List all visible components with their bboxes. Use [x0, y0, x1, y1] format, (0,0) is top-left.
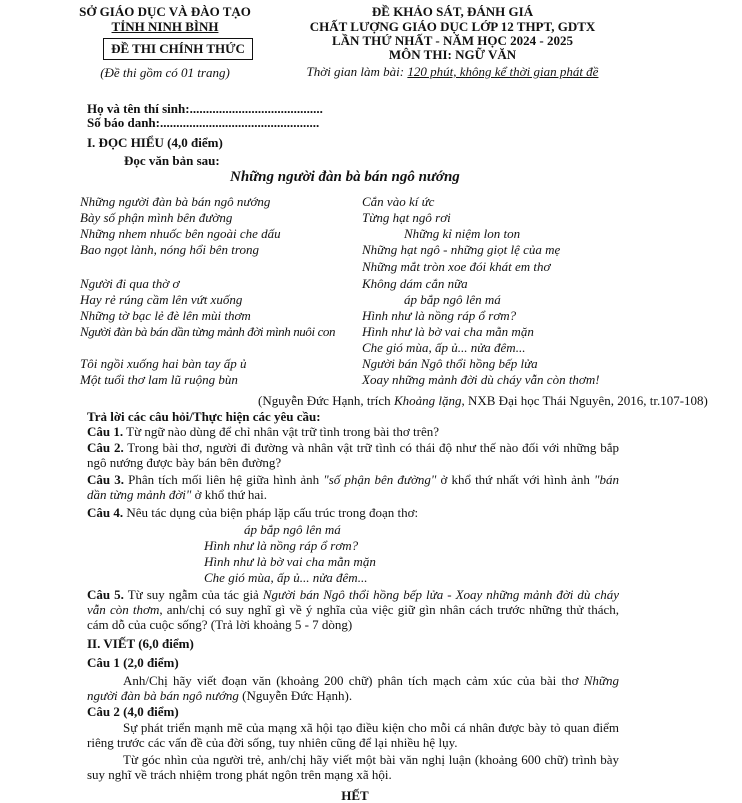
poem-line: Một tuổi thơ lam lũ ruộng bùn — [80, 372, 238, 387]
question-1-label: Câu 1. — [87, 424, 124, 439]
writing-question-2-paragraph-2: Từ góc nhìn của người trẻ, anh/chị hãy viết một bài văn nghị luận (khoảng 600 chữ) trình bày suy nghĩ về trách nhiệm trong phát ngôn trên mạng xã hội. — [87, 752, 619, 782]
candidate-name-line: Họ và tên thí sinh:......................................... — [87, 101, 323, 116]
question-5 — [87, 587, 619, 632]
candidate-id-line: Số báo danh:................................................. — [87, 115, 320, 130]
question-2 — [87, 440, 619, 470]
question-3-text-a: Phân tích mối liên hệ giữa hình ảnh — [123, 472, 324, 487]
part2-title: II. VIẾT (6,0 điểm) — [87, 636, 194, 651]
question-3-label: Câu 3. — [87, 472, 124, 487]
poem-line: Bày số phận mình bên đường — [80, 210, 233, 225]
poem-line: Người bán Ngô thổi hồng bếp lửa — [362, 356, 538, 371]
writing-question-1-text — [87, 673, 619, 703]
department-name: SỞ GIÁO DỤC VÀ ĐÀO TẠO — [79, 4, 251, 19]
page-count-note: (Đề thi gồm có 01 trang) — [100, 65, 230, 80]
question-3-quote-2: "bán dần từng mảnh đời" — [87, 472, 619, 502]
poem-line: Không dám cắn nữa — [362, 276, 468, 291]
official-exam-label: ĐỀ THI CHÍNH THỨC — [111, 41, 245, 56]
question-4-text: Nêu tác dụng của biện pháp lặp cấu trúc trong đoạn thơ: — [123, 505, 419, 520]
writing-question-2-title: Câu 2 (4,0 điểm) — [87, 704, 179, 719]
exam-title-line-1: ĐỀ KHẢO SÁT, ĐÁNH GIÁ — [371, 4, 534, 19]
writing-q1-text-b: (Nguyễn Đức Hạnh). — [238, 688, 353, 703]
source-part-c: , NXB Đại học Thái Nguyên, 2016, tr.107-108) — [461, 393, 708, 408]
question-5-text-a: Từ suy ngẫm của tác giả — [123, 587, 263, 602]
question-3-text-c: ở khổ thứ hai. — [191, 487, 268, 502]
question-2-label: Câu 2. — [87, 440, 124, 455]
poem-line: Từng hạt ngô rơi — [362, 210, 451, 225]
source-part-a: (Nguyễn Đức Hạnh, trích — [258, 393, 394, 408]
writing-q1-work-title: Những người đàn bà bán ngô nướng — [87, 673, 619, 703]
question-4-label: Câu 4. — [87, 505, 124, 520]
poem-line: Tôi ngồi xuống hai bàn tay ấp ủ — [80, 356, 247, 371]
poem-line: Những người đàn bà bán ngô nướng — [80, 194, 271, 209]
excerpt-line: Che gió mùa, ấp ủ... nửa đêm... — [204, 570, 368, 585]
question-5-quote: Người bán Ngô thổi hồng bếp lửa - Xoay những mảnh đời dù cháy vẫn còn thơm — [87, 587, 619, 617]
poem-line: Những kỉ niệm lon ton — [404, 226, 521, 241]
poem-line: Những mắt tròn xoe đói khát em thơ — [362, 259, 551, 274]
poem-line: Người đàn bà bán dần từng mảnh đời mình nuôi con — [80, 324, 336, 339]
poem-line: Bao ngọt lành, nóng hổi bên trong — [80, 242, 259, 257]
question-4 — [87, 505, 418, 520]
poem-line: Xoay những mảnh đời dù cháy vẫn còn thơm! — [362, 372, 600, 387]
question-1 — [87, 424, 439, 439]
exam-time-underlined: 120 phút, không kể thời gian phát đề — [407, 64, 599, 79]
reading-intro: Đọc văn bản sau: — [124, 153, 220, 168]
writing-q1-text-a: Anh/Chị hãy viết đoạn văn (khoảng 200 chữ) phân tích mạch cảm xúc của bài thơ — [123, 673, 584, 688]
poem-line: Che gió mùa, ấp ủ... nửa đêm... — [362, 340, 526, 355]
poem-line: Hình như là bờ vai cha mằn mặn — [362, 324, 534, 339]
question-3-quote-1: "số phận bên đường" — [323, 472, 437, 487]
writing-question-2-paragraph-1: Sự phát triển mạnh mẽ của mạng xã hội tạo điều kiện cho mỗi cá nhân được bày tỏ quan điểm riêng trước các vấn đề của đời sống, tuy nhiên cũng để lại nhiều hệ lụy. — [87, 720, 619, 750]
end-marker: HẾT — [341, 788, 369, 803]
poem-line: Người đi qua thờ ơ — [80, 276, 180, 291]
question-3-text-b: ở khổ thứ nhất với hình ảnh — [436, 472, 595, 487]
question-5-label: Câu 5. — [87, 587, 124, 602]
exam-title-line-3: LẦN THỨ NHẤT - NĂM HỌC 2024 - 2025 — [332, 33, 573, 48]
poem-line: Những nhem nhuốc bên ngoài che dấu — [80, 226, 281, 241]
province-name — [60, 19, 270, 34]
poem-source — [258, 393, 708, 408]
source-book-title: Khoảng lặng — [393, 393, 462, 408]
excerpt-line: áp bắp ngô lên má — [244, 522, 341, 537]
poem-line: Hình như là nồng ráp ổ rơm? — [362, 308, 517, 323]
excerpt-line: Hình như là bờ vai cha mằn mặn — [204, 554, 376, 569]
poem-line: Những hạt ngô - những giọt lệ của mẹ — [362, 242, 561, 257]
poem-line: Cắn vào kí ức — [362, 194, 435, 209]
poem-title: Những người đàn bà bán ngô nướng — [230, 169, 460, 185]
writing-question-1-title: Câu 1 (2,0 điểm) — [87, 655, 179, 670]
question-5-text-b: , anh/chị có suy nghĩ gì về ý nghĩa của việc giữ gìn nhân cách trước những thử thách, cám dỗ của cuộc sống? (Trả lời khoảng 5 - 7 dòng) — [87, 602, 620, 632]
poem-line: Những tờ bạc lẻ đè lên mùi thơm — [80, 308, 251, 323]
exam-title-line-2: CHẤT LƯỢNG GIÁO DỤC LỚP 12 THPT, GDTX — [309, 19, 596, 34]
question-1-text: Từ ngữ nào dùng để chỉ nhân vật trữ tình trong bài thơ trên? — [123, 424, 439, 439]
poem-line: Hay rẻ rúng cầm lên vứt xuống — [80, 292, 243, 307]
part1-title: I. ĐỌC HIỂU (4,0 điểm) — [87, 135, 223, 150]
exam-time — [285, 64, 620, 79]
question-2-text: Trong bài thơ, người đi đường và nhân vật trữ tình có thái độ như thế nào đối với những bắp ngô nướng được bày bán bên đường? — [87, 440, 619, 470]
exam-time-prefix: Thời gian làm bài: — [306, 64, 408, 79]
official-exam-box — [103, 38, 253, 60]
poem-line: áp bắp ngô lên má — [404, 292, 501, 307]
excerpt-line: Hình như là nồng ráp ổ rơm? — [204, 538, 359, 553]
province-text: TỈNH NINH BÌNH — [111, 19, 219, 34]
question-3 — [87, 472, 619, 502]
answer-prompt: Trả lời các câu hỏi/Thực hiện các yêu cầu: — [87, 409, 321, 424]
subject-title: MÔN THI: NGỮ VĂN — [388, 47, 517, 62]
